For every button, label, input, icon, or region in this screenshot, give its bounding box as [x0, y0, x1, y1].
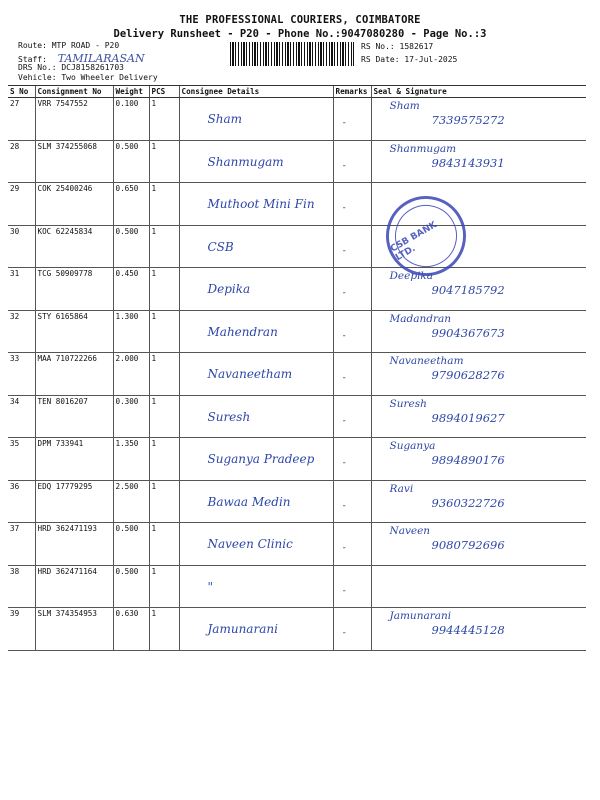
- staff-label: Staff:: [18, 55, 47, 64]
- remarks-cell: [333, 438, 371, 481]
- consignment-cell: SLM 374255068: [35, 140, 113, 183]
- remarks-dash: -: [341, 500, 347, 511]
- signature-phone: 9843143931: [431, 155, 505, 170]
- pcs-cell: 1: [149, 98, 179, 141]
- remarks-cell: [333, 183, 371, 226]
- weight-cell: 0.100: [113, 98, 149, 141]
- signature-cell: [371, 310, 586, 353]
- consignee-handwriting: Mahendran: [207, 324, 278, 339]
- sno-cell: 27: [8, 98, 35, 141]
- drs-number: DRS No.: DCJ8158261703: [18, 63, 124, 72]
- table-row: [8, 268, 586, 311]
- sno-cell: 35: [8, 438, 35, 481]
- consignee-cell: [179, 438, 333, 481]
- remarks-cell: [333, 98, 371, 141]
- pcs-cell: 1: [149, 480, 179, 523]
- consignee-handwriting: Depika: [207, 282, 251, 296]
- table-row: [8, 98, 586, 141]
- company-title: THE PROFESSIONAL COURIERS, COIMBATORE: [179, 14, 421, 26]
- table-row: [8, 310, 586, 353]
- pcs-cell: 1: [149, 353, 179, 396]
- consignee-handwriting: Muthoot Mini Fin: [207, 197, 315, 211]
- weight-cell: 0.500: [113, 523, 149, 566]
- col-pcs: PCS: [149, 86, 179, 98]
- weight-cell: 1.350: [113, 438, 149, 481]
- consignee-handwriting: Sham: [207, 112, 242, 126]
- weight-cell: 0.500: [113, 140, 149, 183]
- consignee-cell: [179, 183, 333, 226]
- rs-number: RS No.: 1582617: [361, 42, 434, 51]
- pcs-cell: 1: [149, 523, 179, 566]
- sno-cell: 34: [8, 395, 35, 438]
- consignee-cell: [179, 225, 333, 268]
- sno-cell: 32: [8, 310, 35, 353]
- remarks-dash: -: [341, 458, 347, 468]
- signature-cell: [371, 438, 586, 481]
- consignment-cell: VRR 7547552: [35, 98, 113, 141]
- consignee-cell: [179, 310, 333, 353]
- col-seal-signature: Seal & Signature: [371, 86, 586, 98]
- col-weight: Weight: [113, 86, 149, 98]
- sno-cell: 37: [8, 523, 35, 566]
- table-row: [8, 523, 586, 566]
- signature-phone: 9894019627: [431, 410, 505, 425]
- consignee-handwriting: Navaneetham: [207, 367, 293, 381]
- signature-phone: 7339575272: [431, 113, 505, 127]
- table-row: [8, 140, 586, 183]
- consignee-handwriting: Naveen Clinic: [207, 537, 293, 551]
- consignee-cell: [179, 395, 333, 438]
- col-consignment: Consignment No: [35, 86, 113, 98]
- table-row: [8, 565, 586, 608]
- signature-cell: [371, 480, 586, 523]
- sno-cell: 29: [8, 183, 35, 226]
- vehicle-info: Vehicle: Two Wheeler Delivery: [18, 73, 158, 82]
- signature-cell: [371, 608, 586, 651]
- weight-cell: 0.630: [113, 608, 149, 651]
- signature-name: Navaneetham: [389, 355, 464, 367]
- signature-name: Deepika: [389, 270, 434, 282]
- weight-cell: 1.300: [113, 310, 149, 353]
- signature-phone: 9047185792: [431, 283, 505, 297]
- remarks-cell: [333, 140, 371, 183]
- consignee-handwriting: Suresh: [207, 409, 251, 424]
- signature-phone: 9894890176: [431, 453, 505, 467]
- table-row: [8, 395, 586, 438]
- remarks-cell: [333, 225, 371, 268]
- sno-cell: 39: [8, 608, 35, 651]
- remarks-cell: [333, 565, 371, 608]
- remarks-cell: [333, 310, 371, 353]
- signature-name: Shanmugam: [389, 142, 457, 155]
- consignee-cell: [179, 523, 333, 566]
- sno-cell: 30: [8, 225, 35, 268]
- pcs-cell: 1: [149, 268, 179, 311]
- consignment-cell: STY 6165864: [35, 310, 113, 353]
- remarks-cell: [333, 480, 371, 523]
- delivery-table: [8, 85, 586, 651]
- consignee-cell: [179, 608, 333, 651]
- remarks-dash: -: [341, 288, 347, 298]
- consignment-cell: KOC 62245834: [35, 225, 113, 268]
- pcs-cell: 1: [149, 183, 179, 226]
- weight-cell: 0.650: [113, 183, 149, 226]
- table-row: [8, 353, 586, 396]
- consignment-cell: TCG 50909778: [35, 268, 113, 311]
- table-row: [8, 608, 586, 651]
- table-header-row: [8, 86, 586, 98]
- pcs-cell: 1: [149, 310, 179, 353]
- pcs-cell: 1: [149, 225, 179, 268]
- remarks-cell: [333, 268, 371, 311]
- bank-seal-stamp: CSB BANK LTD.: [371, 181, 480, 290]
- consignment-cell: EDQ 17779295: [35, 480, 113, 523]
- sno-cell: 36: [8, 480, 35, 523]
- consignee-handwriting: CSB: [207, 239, 234, 254]
- col-sno: S No: [8, 86, 35, 98]
- signature-name: Suganya: [389, 440, 436, 452]
- signature-cell: [371, 98, 586, 141]
- signature-cell: [371, 140, 586, 183]
- consignment-cell: TEN 8016207: [35, 395, 113, 438]
- sno-cell: 31: [8, 268, 35, 311]
- consignment-cell: MAA 710722266: [35, 353, 113, 396]
- signature-cell: [371, 353, 586, 396]
- pcs-cell: 1: [149, 565, 179, 608]
- consignment-cell: HRD 362471164: [35, 565, 113, 608]
- signature-cell: [371, 523, 586, 566]
- signature-cell: [371, 268, 586, 311]
- remarks-dash: -: [341, 373, 347, 383]
- signature-cell: [371, 565, 586, 608]
- remarks-cell: [333, 523, 371, 566]
- consignment-cell: SLM 374354953: [35, 608, 113, 651]
- signature-name: Suresh: [389, 397, 427, 410]
- consignee-handwriting: Bawaa Medin: [207, 494, 291, 509]
- weight-cell: 0.300: [113, 395, 149, 438]
- remarks-cell: [333, 395, 371, 438]
- pcs-cell: 1: [149, 395, 179, 438]
- consignment-cell: DPM 733941: [35, 438, 113, 481]
- table-row: [8, 225, 586, 268]
- table-row: [8, 183, 586, 226]
- remarks-dash: -: [341, 118, 347, 128]
- signature-phone: 9904367673: [431, 325, 505, 340]
- signature-phone: 9790628276: [431, 368, 505, 382]
- consignee-cell: [179, 480, 333, 523]
- consignee-handwriting: ": [207, 579, 214, 594]
- signature-phone: 9360322726: [431, 495, 505, 510]
- weight-cell: 2.500: [113, 480, 149, 523]
- remarks-dash: -: [341, 203, 347, 213]
- signature-name: Naveen: [389, 525, 431, 537]
- weight-cell: 0.500: [113, 565, 149, 608]
- weight-cell: 0.500: [113, 225, 149, 268]
- remarks-dash: -: [341, 628, 347, 638]
- pcs-cell: 1: [149, 608, 179, 651]
- consignee-handwriting: Suganya Pradeep: [207, 452, 315, 466]
- consignee-cell: [179, 565, 333, 608]
- signature-name: Madandran: [389, 312, 452, 325]
- signature-name: Ravi: [389, 482, 414, 495]
- sno-cell: 38: [8, 565, 35, 608]
- remarks-cell: [333, 608, 371, 651]
- signature-cell: [371, 395, 586, 438]
- remarks-cell: [333, 353, 371, 396]
- runsheet-subtitle: Delivery Runsheet - P20 - Phone No.:9047080280 - Page No.:3: [113, 28, 487, 40]
- remarks-dash: -: [341, 415, 347, 426]
- sno-cell: 28: [8, 140, 35, 183]
- signature-name: Sham: [389, 100, 420, 112]
- consignee-cell: [179, 98, 333, 141]
- route-info: Route: MTP ROAD - P20: [18, 41, 120, 50]
- consignee-handwriting: Jamunarani: [207, 622, 278, 636]
- pcs-cell: 1: [149, 140, 179, 183]
- barcode: [230, 42, 354, 66]
- signature-phone: 9080792696: [431, 538, 505, 552]
- weight-cell: 2.000: [113, 353, 149, 396]
- weight-cell: 0.450: [113, 268, 149, 311]
- col-consignee: Consignee Details: [179, 86, 333, 98]
- remarks-dash: -: [341, 245, 347, 256]
- remarks-dash: -: [341, 330, 347, 341]
- pcs-cell: 1: [149, 438, 179, 481]
- consignee-handwriting: Shanmugam: [207, 154, 284, 169]
- signature-phone: 9944445128: [431, 623, 505, 637]
- consignment-cell: COK 25400246: [35, 183, 113, 226]
- consignment-cell: HRD 362471193: [35, 523, 113, 566]
- signature-name: Jamunarani: [389, 610, 452, 622]
- remarks-dash: -: [341, 543, 347, 553]
- rs-date: RS Date: 17-Jul-2025: [361, 55, 458, 64]
- table-row: [8, 438, 586, 481]
- consignee-cell: [179, 268, 333, 311]
- consignee-cell: [179, 140, 333, 183]
- col-remarks: Remarks: [333, 86, 371, 98]
- sno-cell: 33: [8, 353, 35, 396]
- table-row: [8, 480, 586, 523]
- staff-handwritten-name: TAMILARASAN: [57, 52, 145, 65]
- remarks-dash: -: [341, 160, 347, 171]
- consignee-cell: [179, 353, 333, 396]
- remarks-dash: -: [341, 585, 347, 596]
